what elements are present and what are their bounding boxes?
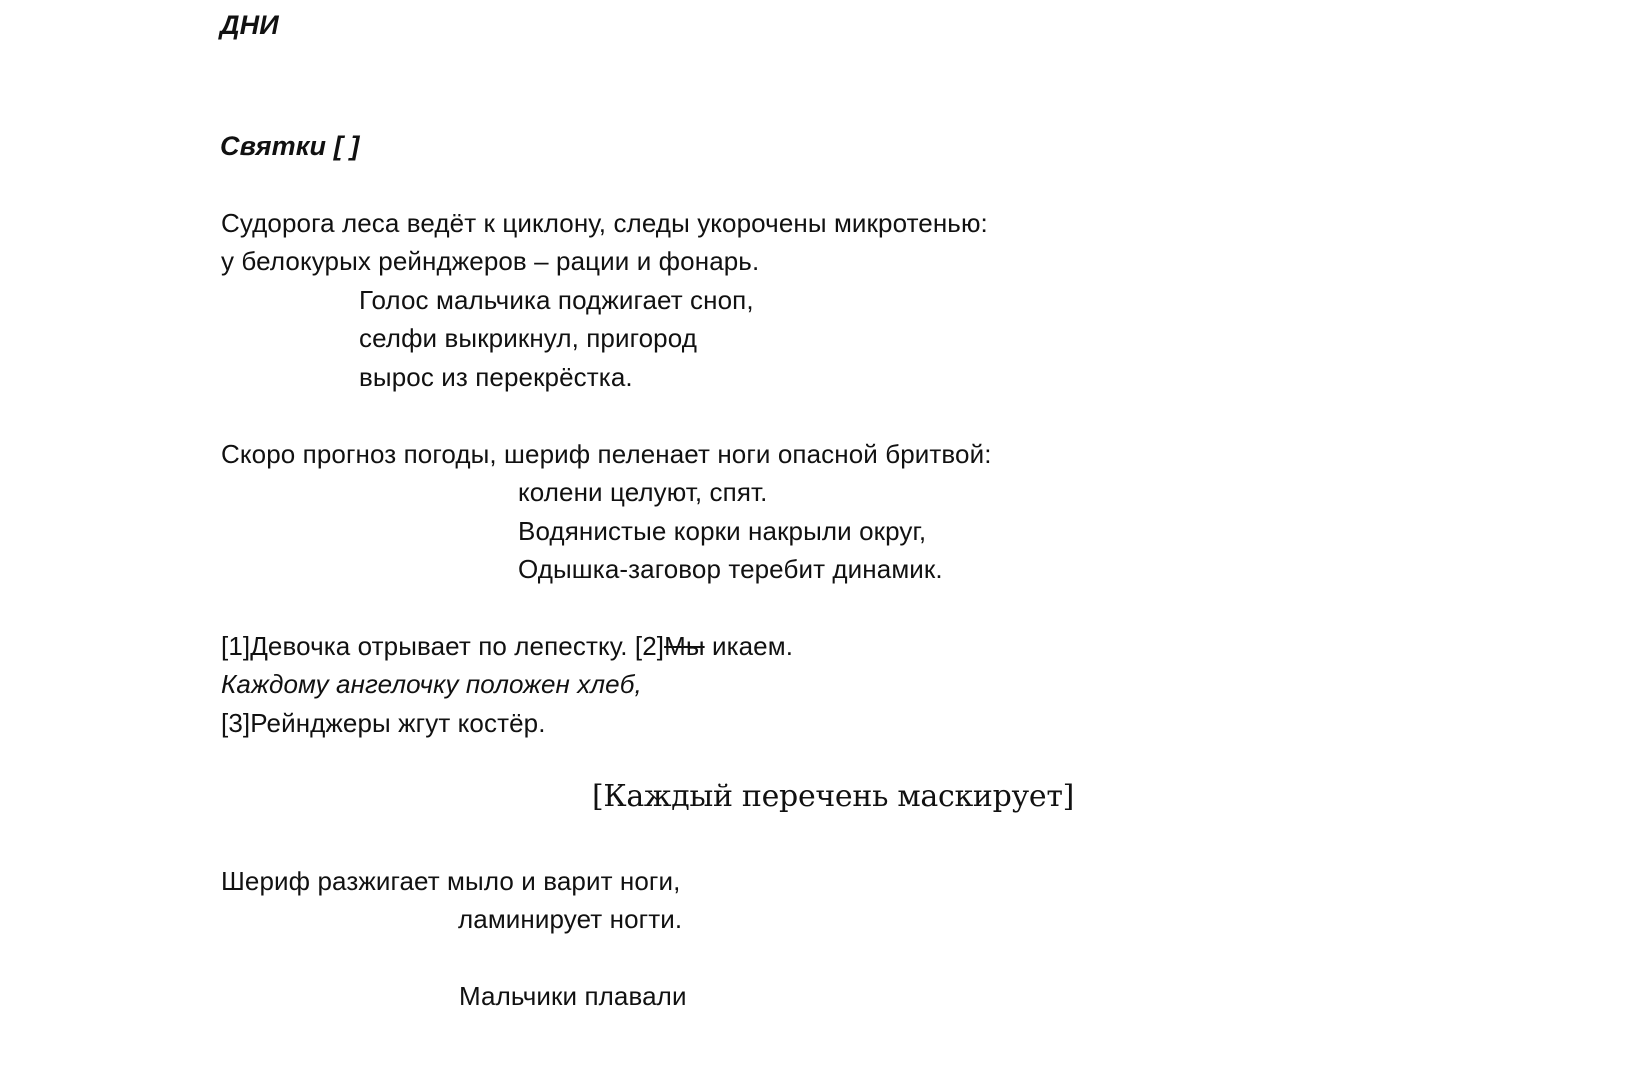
stanza2-line3: Водянистые корки накрыли округ, xyxy=(518,516,927,546)
stanza4-line3: Мальчики плавали xyxy=(459,981,687,1011)
stanza3-line1-part2: икаем. xyxy=(704,631,794,661)
stanza3-line3: [3]Рейнджеры жгут костёр. xyxy=(221,708,546,738)
centered-note: [Каждый перечень маскирует] xyxy=(592,779,1075,814)
stanza4-line1: Шериф разжигает мыло и варит ноги, xyxy=(221,866,681,896)
stanza2-line1: Скоро прогноз погоды, шериф пеленает ноги опасной бритвой: xyxy=(221,439,992,469)
stanza1-line3: Голос мальчика поджигает сноп, xyxy=(359,285,754,315)
document-title: ДНИ xyxy=(220,10,279,40)
stanza1-line2: у белокурых рейнджеров – рации и фонарь. xyxy=(221,246,760,276)
stanza2-line4: Одышка-заговор теребит динамик. xyxy=(518,554,943,584)
stanza1-line5: вырос из перекрёстка. xyxy=(359,362,633,392)
stanza3-line1 xyxy=(221,631,793,661)
stanza4-line2: ламинирует ногти. xyxy=(458,904,683,934)
stanza3-line2: Каждому ангелочку положен хлеб, xyxy=(221,669,642,699)
stanza1-line1: Судорога леса ведёт к циклону, следы укорочены микротенью: xyxy=(221,208,988,238)
stanza2-line2: колени целуют, спят. xyxy=(518,477,768,507)
section-heading: Святки [ ] xyxy=(220,131,360,161)
stanza1-line4: селфи выкрикнул, пригород xyxy=(359,323,697,353)
struck-word: Мы xyxy=(664,631,705,661)
stanza3-line1-part1: [1]Девочка отрывает по лепестку. [2] xyxy=(221,631,665,661)
